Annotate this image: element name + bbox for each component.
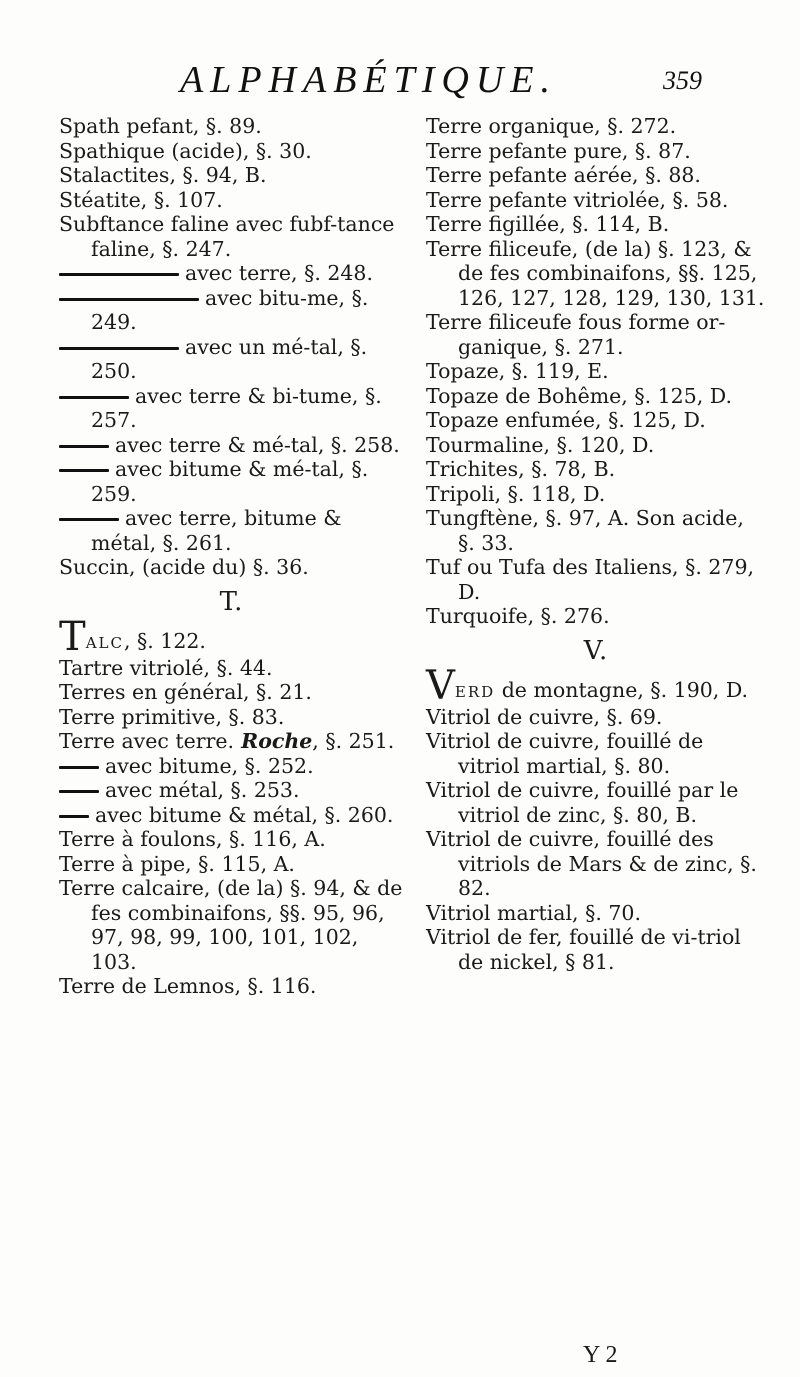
index-entry — [59, 457, 404, 506]
index-entry — [426, 457, 766, 482]
ditto-rule — [59, 469, 109, 472]
entry-text: avec terre & bi-tume, §. 257. — [91, 383, 382, 432]
entry-text: Terre pefante vitriolée, §. 58. — [426, 187, 729, 212]
entry-text: Vitriol de cuivre, fouillé par le vitriol de zinc, §. 80, B. — [426, 778, 739, 827]
index-entry — [59, 614, 404, 660]
entry-text: Trichites, §. 78, B. — [426, 457, 616, 481]
entry-text: Vitriol de cuivre, §. 69. — [426, 704, 663, 729]
index-entry — [426, 359, 766, 384]
entry-text: Tungftène, §. 97, A. Son acide, §. 33. — [426, 506, 744, 555]
entry-text: avec bitu-me, §. 249. — [91, 285, 369, 334]
entry-text: avec bitume & mé-tal, §. 259. — [91, 457, 369, 506]
entry-text: Turquoife, §. 276. — [426, 604, 610, 628]
entry-text: Vitriol de cuivre, fouillé de vitriol martial, §. 80. — [426, 729, 704, 778]
ditto-rule — [59, 445, 109, 448]
entry-text: Subftance faline avec fubf-tance faline, §. 247. — [59, 212, 395, 261]
entry-text: Vitriol martial, §. 70. — [426, 900, 641, 925]
entry-text: de montagne, §. 190, D. — [495, 678, 749, 702]
ditto-rule — [59, 518, 119, 521]
index-column-right — [426, 114, 766, 974]
ditto-rule — [59, 790, 99, 793]
index-entry — [59, 506, 404, 555]
header-title: ALPHABÉTIQUE. — [180, 59, 558, 101]
entry-text: Terre organique, §. 272. — [426, 114, 677, 138]
entry-text: Tartre vitriolé, §. 44. — [59, 655, 273, 680]
entry-text: Topaze enfumée, §. 125, D. — [426, 408, 706, 432]
index-entry — [59, 384, 404, 433]
index-entry — [59, 680, 404, 705]
small-caps-text: ERD — [454, 683, 496, 701]
index-entry — [426, 604, 766, 629]
index-entry — [59, 754, 404, 779]
entry-text: Terre pefante pure, §. 87. — [426, 138, 691, 163]
index-entry — [426, 139, 766, 164]
entry-text: Spathique (acide), §. 30. — [59, 138, 312, 163]
entry-text: Spath pefant, §. 89. — [59, 114, 262, 138]
entry-text: avec métal, §. 253. — [105, 778, 300, 802]
entry-text: Tourmaline, §. 120, D. — [426, 432, 655, 457]
index-entry — [426, 384, 766, 409]
entry-text: Terre à foulons, §. 116, A. — [59, 827, 326, 851]
index-entry — [59, 163, 404, 188]
ditto-rule — [59, 766, 99, 769]
entry-text: , §. 122. — [123, 629, 206, 653]
running-header — [0, 58, 800, 101]
index-entry — [59, 335, 404, 384]
index-entry — [59, 555, 404, 580]
index-entry — [59, 852, 404, 877]
ditto-rule — [59, 273, 179, 276]
small-caps-text: ALC — [85, 634, 124, 652]
entry-text: avec bitume & métal, §. 260. — [95, 802, 394, 827]
entry-text: avec un mé-tal, §. 250. — [91, 334, 368, 383]
entry-text: Terre filiceufe, (de la) §. 123, & de fes combinaifons, §§. 125, 126, 127, 128, 129, 130, 131. — [426, 236, 765, 310]
entry-text: Terre à pipe, §. 115, A. — [59, 851, 295, 876]
entry-text: Terre avec terre. — [59, 729, 235, 753]
index-entry — [59, 729, 404, 754]
index-entry — [426, 482, 766, 507]
section-letter-heading: T. — [219, 586, 244, 617]
page-number: 359 — [663, 66, 702, 95]
drop-initial: T — [59, 614, 86, 660]
index-entry — [59, 876, 404, 974]
index-entry — [59, 114, 404, 139]
entry-text: Terre figillée, §. 114, B. — [426, 212, 670, 236]
entry-text: avec terre & mé-tal, §. 258. — [115, 432, 400, 457]
entry-text: Vitriol de cuivre, fouillé des vitriols de Mars & de zinc, §. 82. — [426, 827, 757, 900]
index-entry — [59, 261, 404, 286]
index-entry — [426, 310, 766, 359]
drop-initial: V — [426, 663, 455, 709]
index-entry — [59, 656, 404, 681]
index-entry — [426, 729, 766, 778]
entry-text: avec terre, §. 248. — [185, 261, 373, 285]
index-entry — [59, 139, 404, 164]
index-entry — [426, 555, 766, 604]
entry-text-tail: , §. 251. — [312, 729, 395, 753]
index-entry — [59, 974, 404, 999]
entry-text: Topaze, §. 119, E. — [426, 359, 609, 383]
index-entry — [426, 705, 766, 730]
entry-text: Tuf ou Tufa des Italiens, §. 279, D. — [426, 555, 755, 604]
index-entry — [426, 237, 766, 311]
index-column-left — [59, 114, 404, 999]
index-entry — [426, 778, 766, 827]
index-entry — [59, 286, 404, 335]
index-entry — [59, 705, 404, 730]
entry-text: Stéatite, §. 107. — [59, 187, 223, 212]
entry-text: Topaze de Bohême, §. 125, D. — [426, 383, 732, 408]
entry-text: avec terre, bitume & métal, §. 261. — [91, 506, 342, 555]
index-entry — [59, 212, 404, 261]
entry-text: Tripoli, §. 118, D. — [426, 481, 606, 506]
index-entry — [59, 188, 404, 213]
index-entry — [426, 408, 766, 433]
entry-text: Terre pefante aérée, §. 88. — [426, 163, 701, 187]
index-entry — [426, 163, 766, 188]
signature-mark: Y 2 — [583, 1342, 618, 1368]
entry-text: Vitriol de fer, fouillé de vi-triol de nickel, § 81. — [426, 925, 741, 974]
index-entry — [59, 778, 404, 803]
index-entry — [426, 925, 766, 974]
index-entry — [426, 506, 766, 555]
ditto-rule — [59, 815, 89, 818]
index-entry — [426, 433, 766, 458]
index-entry — [59, 827, 404, 852]
index-entry — [426, 901, 766, 926]
entry-text: Terre filiceufe fous forme or-ganique, §. 271. — [426, 310, 726, 359]
entry-text: Succin, (acide du) §. 36. — [59, 555, 309, 579]
index-entry — [59, 803, 404, 828]
entry-text: Terre primitive, §. 83. — [59, 704, 285, 729]
entry-text: Terres en général, §. 21. — [59, 680, 312, 704]
entry-text: avec bitume, §. 252. — [105, 753, 314, 778]
ditto-rule — [59, 298, 199, 301]
entry-text: Stalactites, §. 94, B. — [59, 163, 267, 187]
ditto-rule — [59, 396, 129, 399]
ditto-rule — [59, 347, 179, 350]
index-entry — [426, 188, 766, 213]
index-entry — [426, 114, 766, 139]
section-letter-heading: V. — [583, 635, 609, 666]
index-entry — [426, 212, 766, 237]
index-entry — [426, 827, 766, 901]
entry-italic-text: Roche — [234, 729, 313, 753]
index-entry — [59, 433, 404, 458]
entry-text: Terre calcaire, (de la) §. 94, & de fes combinaifons, §§. 95, 96, 97, 98, 99, 100, 101, 102, 103. — [59, 876, 403, 974]
entry-text: Terre de Lemnos, §. 116. — [59, 974, 317, 998]
index-entry — [426, 663, 766, 709]
